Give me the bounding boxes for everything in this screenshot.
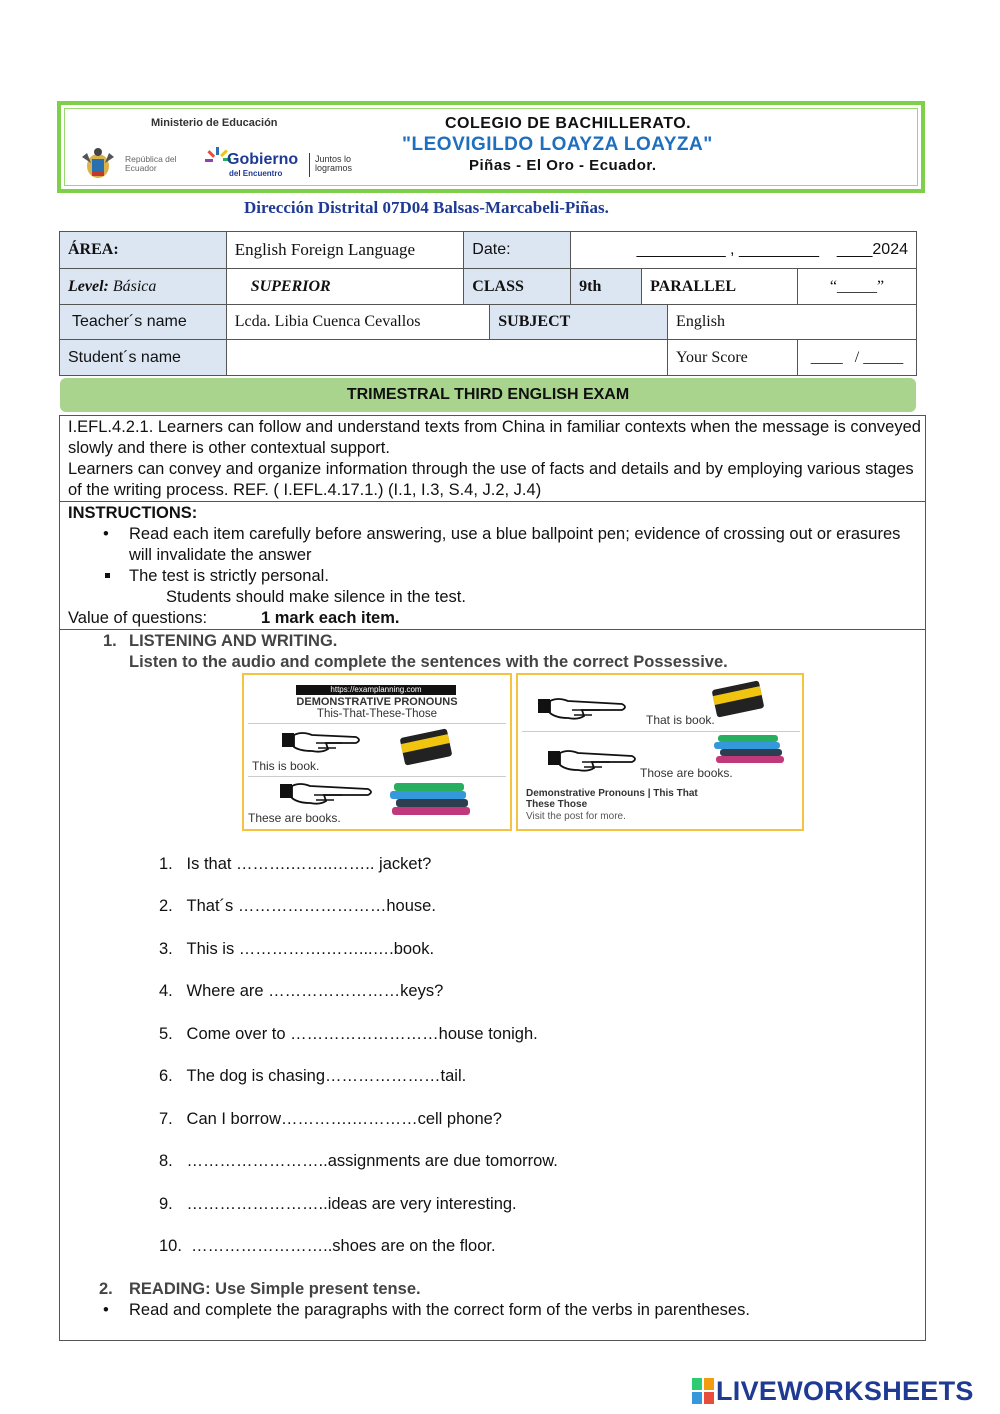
liveworksheets-logo-icon xyxy=(692,1378,714,1404)
class-value: 9th xyxy=(571,269,642,305)
subject-label: SUBJECT xyxy=(490,305,668,340)
section-title: READING: Use Simple present tense. xyxy=(129,1280,421,1298)
section-number: 2. xyxy=(99,1280,113,1298)
date-field[interactable]: __________ , _________ ____2024 xyxy=(571,232,917,269)
instruction-item: Students should make silence in the test. xyxy=(166,588,466,606)
exam-title: TRIMESTRAL THIRD ENGLISH EXAM xyxy=(60,378,916,412)
value-of-questions: 1 mark each item. xyxy=(261,609,400,627)
section-instruction: Read and complete the paragraphs with the correct form of the verbs in parentheses. xyxy=(129,1301,750,1319)
that-caption: That is book. xyxy=(646,713,715,727)
colegio-name: "LEOVIGILDO LOAYZA LOAYZA" xyxy=(402,134,713,155)
square-bullet xyxy=(105,573,110,578)
ecuador-coat-of-arms-icon xyxy=(79,145,117,183)
bullet-dot: • xyxy=(103,525,109,543)
list-item[interactable]: 4. Where are ……………………keys? xyxy=(159,982,444,1000)
pointing-hand-icon xyxy=(538,695,628,723)
pointing-hand-icon xyxy=(280,780,376,808)
parallel-label: PARALLEL xyxy=(642,269,798,305)
score-label: Your Score xyxy=(668,340,798,376)
level-label: Level: Básica xyxy=(60,269,227,305)
level-superior: SUPERIOR xyxy=(226,269,464,305)
objective-1: I.EFL.4.2.1. Learners can follow and understand texts from China in familiar contexts when the message is conveyed slowly and there is other contextual support. xyxy=(68,418,921,457)
direccion-distrital: Dirección Distrital 07D04 Balsas-Marcabeli-Piñas. xyxy=(244,198,609,217)
list-item[interactable]: 1. Is that ……….……..…….. jacket? xyxy=(159,855,432,873)
score-field[interactable]: ____ / _____ xyxy=(797,340,916,376)
books-stack-icon xyxy=(710,733,790,767)
image-footer: Demonstrative Pronouns | This That xyxy=(526,788,698,799)
divider xyxy=(59,629,926,630)
colegio-title: COLEGIO DE BACHILLERATO. xyxy=(445,115,692,132)
section-title: LISTENING AND WRITING. xyxy=(129,632,338,650)
teacher-label: Teacher´s name xyxy=(60,305,227,340)
instructions-heading: INSTRUCTIONS: xyxy=(68,504,198,522)
subject-value: English xyxy=(668,305,917,340)
watermark-text: LIVEWORKSHEETS xyxy=(716,1376,974,1406)
list-item[interactable]: 10. ……………………..shoes are on the floor. xyxy=(159,1237,496,1255)
book-icon xyxy=(708,679,768,719)
gobierno-text: Gobierno xyxy=(227,151,299,168)
value-of-questions-label: Value of questions: xyxy=(68,609,208,627)
list-item[interactable]: 7. Can I borrow………….…………cell phone? xyxy=(159,1110,502,1128)
list-item[interactable]: 3. This is …………….……...….book. xyxy=(159,940,435,958)
demonstrative-pronouns-image xyxy=(242,673,804,831)
instruction-item: Read each item carefully before answering, use a blue ballpoint pen; evidence of crossing out or erasures will invalidate the answer xyxy=(129,525,901,564)
those-caption: Those are books. xyxy=(640,766,733,780)
objective-2: Learners can convey and organize information through the use of facts and details and by employing various stages of the writing process. REF. ( I.EFL.4.17.1.) (I.1, I.3, S.4, J.2, J.4) xyxy=(68,460,914,499)
pointing-hand-icon xyxy=(548,747,638,775)
republica-label: República del Ecuador xyxy=(125,154,177,173)
image-footer: Visit the post for more. xyxy=(526,811,626,822)
image-heading: DEMONSTRATIVE PRONOUNS xyxy=(296,696,458,708)
bullet-dot: • xyxy=(103,1301,109,1319)
source-url: https://examplanning.com xyxy=(296,685,456,695)
ministerio-label: Ministerio de Educación xyxy=(151,117,278,129)
school-header-banner xyxy=(57,101,925,193)
section-number: 1. xyxy=(103,632,117,650)
area-value: English Foreign Language xyxy=(226,232,464,269)
parallel-field[interactable]: “_____” xyxy=(797,269,916,305)
list-item[interactable]: 6. The dog is chasing…………………tail. xyxy=(159,1067,467,1085)
gobierno-subtext: del Encuentro xyxy=(229,169,283,178)
area-label: ÁREA: xyxy=(60,232,227,269)
instruction-item: The test is strictly personal. xyxy=(129,567,329,585)
image-subheading: This-That-These-Those xyxy=(316,708,438,720)
section-subtitle: Listen to the audio and complete the sentences with the correct Possessive. xyxy=(129,653,728,671)
these-caption: These are books. xyxy=(248,811,341,825)
list-item[interactable]: 8. ……………………..assignments are due tomorrow. xyxy=(159,1152,558,1170)
teacher-value: Lcda. Libia Cuenca Cevallos xyxy=(226,305,490,340)
list-item[interactable]: 2. That´s ………………………house. xyxy=(159,897,436,915)
student-label: Student´s name xyxy=(60,340,227,376)
student-name-field[interactable] xyxy=(226,340,667,376)
this-caption: This is book. xyxy=(252,759,320,773)
list-item[interactable]: 5. Come over to ………………………house tonigh. xyxy=(159,1025,538,1043)
date-label: Date: xyxy=(464,232,571,269)
gobierno-logo xyxy=(205,145,395,185)
juntos-text: Juntos lo logramos xyxy=(315,154,353,173)
colegio-location: Piñas - El Oro - Ecuador. xyxy=(469,157,657,174)
book-icon xyxy=(396,727,456,767)
divider xyxy=(59,501,926,502)
image-footer: These Those xyxy=(526,799,588,810)
pointing-hand-icon xyxy=(282,729,362,755)
class-label: CLASS xyxy=(464,269,571,305)
list-item[interactable]: 9. ……………………..ideas are very interesting. xyxy=(159,1195,517,1213)
books-stack-icon xyxy=(386,779,482,819)
student-info-table xyxy=(59,231,917,376)
